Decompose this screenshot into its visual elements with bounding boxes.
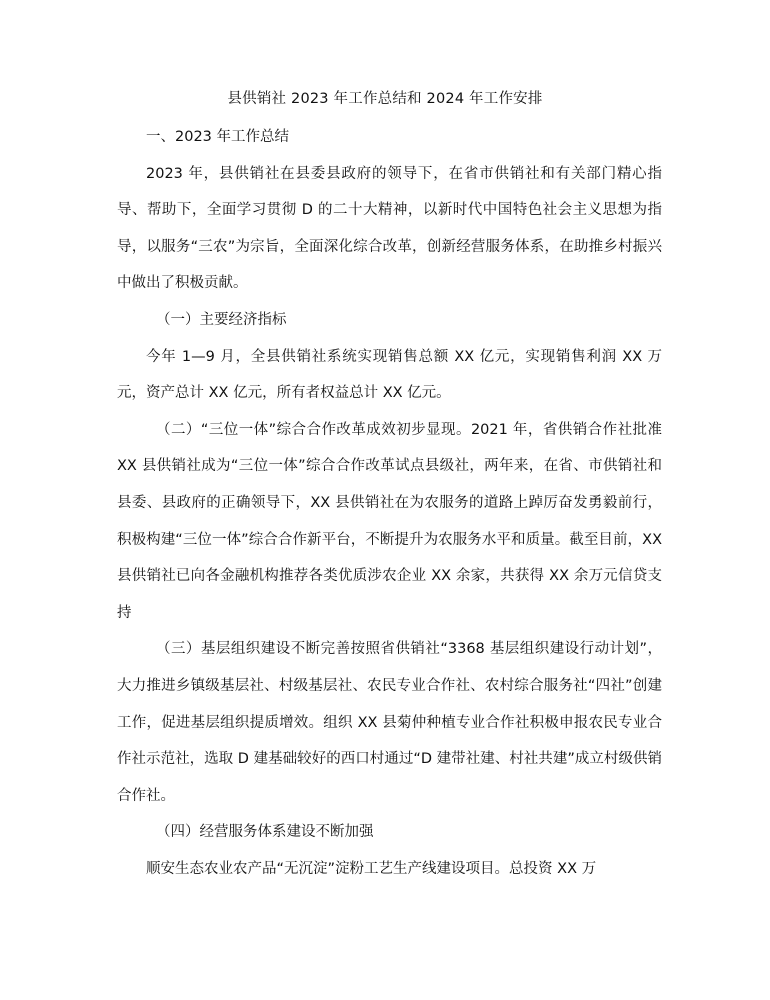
document-body bbox=[117, 119, 662, 887]
paragraph-economic-indicators: 今年 1—9 月，全县供销社系统实现销售总额 XX 亿元，实现销售利润 XX 万元，资产总计 XX 亿元，所有者权益总计 XX 亿元。 bbox=[117, 348, 662, 402]
paragraph-reform: （二）“三位一体”综合合作改革成效初步显现。2021 年，省供销合作社批准 XX 县供销社成为“三位一体”综合合作改革试点县级社，两年来，在省、市供销社和县委、县政府的正确领导下，XX 县供销社在为农服务的道路上踔厉奋发勇毅前行，积极构建“三位一体”综合合作新平台，不断提升为农服务水平和质量。截至目前，XX 县供销社已向各金融机构推荐各类优质涉农企业 XX 余家，共获得 XX 余万元信贷支持 bbox=[117, 421, 662, 621]
document-title: 县供销社 2023 年工作总结和 2024 年工作安排 bbox=[227, 91, 543, 107]
section-heading-summary: 一、2023 年工作总结 bbox=[146, 129, 290, 145]
subheading-economic-indicators: （一）主要经济指标 bbox=[156, 311, 287, 328]
paragraph-project: 顺安生态农业农产品“无沉淀”淀粉工艺生产线建设项目。总投资 XX 万 bbox=[146, 860, 597, 877]
paragraph-overview: 2023 年，县供销社在县委县政府的领导下，在省市供销社和有关部门精心指导、帮助下，全面学习贯彻 D 的二十大精神，以新时代中国特色社会主义思想为指导，以服务“三农”为宗旨，全面深化综合改革，创新经营服务体系，在助推乡村振兴中做出了积极贡献。 bbox=[117, 165, 662, 292]
subheading-service-system: （四）经营服务体系建设不断加强 bbox=[156, 824, 374, 841]
paragraph-grassroots: （三）基层组织建设不断完善按照省供销社“3368 基层组织建设行动计划”，大力推进乡镇级基层社、村级基层社、农民专业合作社、农村综合服务社“四社”创建工作，促进基层组织提质增效。组织 XX 县菊仲种植专业合作社积极申报农民专业合作社示范社，选取 D 建基础较好的西口村通过“D 建带社建、村社共建”成立村级供销合作社。 bbox=[117, 641, 662, 804]
